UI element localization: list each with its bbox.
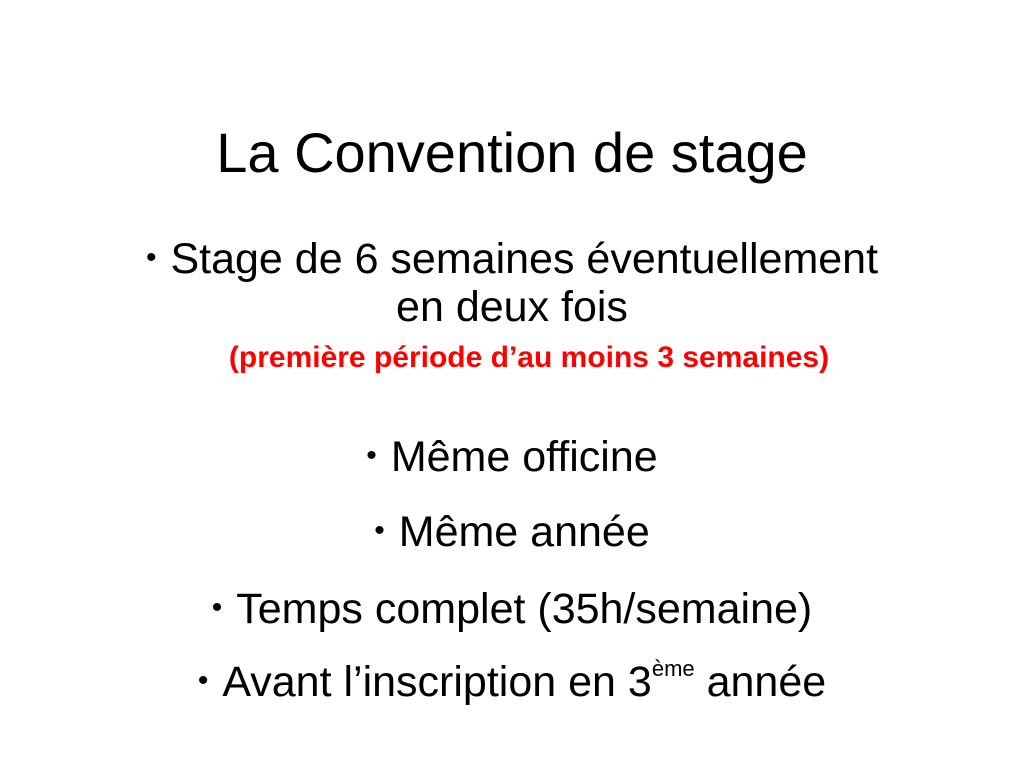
bullet-icon: • [145, 241, 157, 274]
bullet-text-before: Avant l’inscription en 3 [222, 658, 652, 706]
bullet-text-after: année [706, 658, 827, 706]
bullet-text: Temps complet (35h/semaine) [236, 585, 813, 633]
bullet-item-stage-duration [0, 234, 1024, 432]
bullet-item-same-year [0, 507, 1024, 584]
bullet-item-before-enrollment [0, 657, 1024, 732]
bullet-text: Même année [398, 508, 650, 556]
bullet-icon: • [374, 514, 385, 547]
bullet-icon: • [366, 439, 377, 472]
bullet-list [0, 234, 1024, 732]
bullet-icon: • [211, 591, 223, 624]
bullet-item-same-pharmacy [0, 432, 1024, 507]
bullet-item-full-time [0, 584, 1024, 657]
bullet-icon: • [197, 664, 209, 697]
bullet-text-line1: Stage de 6 semaines éventuellement [170, 235, 879, 283]
ordinal-superscript: ème [651, 656, 695, 681]
bullet-note: (première période d’au moins 3 semaines) [228, 341, 830, 374]
slide-title: La Convention de stage [216, 121, 808, 184]
bullet-text-line2: en deux fois [396, 283, 628, 331]
bullet-text: Même officine [390, 433, 658, 481]
